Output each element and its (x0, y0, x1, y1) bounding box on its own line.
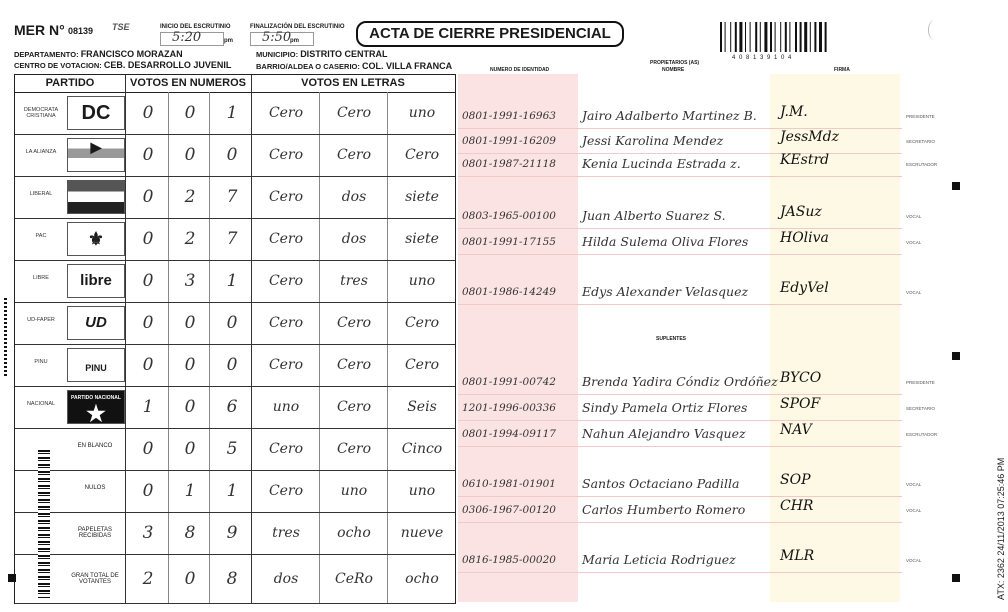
vote-word: Cero (404, 147, 440, 163)
shield-icon: ⚜ (87, 229, 105, 249)
start-time: 5:20 (172, 30, 202, 45)
vote-word: Cero (268, 273, 304, 289)
vote-word: Cero (268, 315, 304, 331)
party-name: LIBRE (33, 275, 49, 281)
barcode-bar (810, 22, 811, 52)
table-row (15, 554, 455, 604)
vote-word: Cinco (401, 441, 443, 457)
table-row (15, 134, 455, 177)
party-name: PAC (35, 233, 47, 239)
member-role: ESCRUTADOR (906, 162, 938, 167)
vote-word: tres (272, 525, 300, 541)
barcode-bar (819, 22, 822, 52)
member-id: 0801-1991-00742 (462, 376, 556, 388)
vote-digit: 9 (226, 523, 238, 543)
vote-digit: 7 (226, 187, 238, 207)
vote-digit: 0 (142, 313, 154, 333)
member-signature: NAV (780, 422, 812, 438)
vote-word: tres (340, 273, 368, 289)
barcode-bar (760, 22, 761, 52)
vote-digit: 1 (226, 481, 238, 501)
member-id: 0801-1994-09117 (462, 428, 556, 440)
vote-word: dos (341, 189, 367, 205)
party-name: UD-FAPER (27, 317, 55, 323)
vote-word: ocho (405, 570, 439, 587)
party-logo (67, 222, 125, 256)
party-name: NACIONAL (26, 401, 56, 407)
table-header (15, 75, 455, 93)
party-logo (67, 348, 125, 382)
party-logo-text: PINU (85, 363, 107, 373)
member-id: 0801-1987-21118 (462, 158, 556, 170)
member-signature: CHR (780, 498, 814, 514)
vote-digit: 0 (142, 103, 154, 123)
barcode-bar (800, 22, 802, 52)
barrio-row (256, 61, 452, 71)
vote-word: Cero (336, 105, 372, 121)
centro-row (14, 60, 231, 70)
mer-label: MER N° (14, 22, 65, 38)
member-name: Hilda Sulema Oliva Flores (582, 234, 749, 249)
vote-word: Cero (336, 315, 372, 331)
vote-word: nueve (400, 525, 444, 541)
registration-mark (952, 352, 960, 360)
table-row (15, 92, 455, 135)
member-role: VOCAL (906, 214, 922, 219)
party-logo (67, 96, 125, 130)
row-label: PAPELETAS RECIBIDAS (77, 527, 113, 539)
tse-logo: TSE (112, 22, 130, 32)
document-title: ACTA DE CIERRE PRESIDENCIAL (356, 21, 624, 47)
member-role: VOCAL (906, 558, 922, 563)
member-signature: MLR (780, 548, 815, 564)
vote-word: dos (273, 570, 299, 587)
vote-digit: 0 (142, 439, 154, 459)
member-id: 1201-1996-00336 (462, 402, 556, 414)
vote-digit: 3 (142, 523, 154, 543)
table-row (15, 428, 455, 471)
barcode-bar (750, 22, 751, 52)
member-id: 0306-1967-00120 (462, 504, 556, 516)
member-id: 0803-1965-00100 (462, 210, 556, 222)
member-signature: SPOF (780, 396, 821, 412)
id-header: NUMERO DE IDENTIDAD (490, 67, 550, 73)
party-logo-text: libre (80, 272, 112, 289)
member-id: 0801-1991-16963 (462, 110, 556, 122)
member-role: VOCAL (906, 290, 922, 295)
col-letras: VOTOS EN LETRAS (301, 77, 405, 89)
barcode-bar (780, 22, 781, 52)
member-role: PRESIDENTE (906, 114, 935, 119)
vote-digit: 0 (142, 229, 154, 249)
vote-word: uno (408, 273, 436, 289)
mer-number: 08139 (68, 26, 94, 36)
municipio-value: DISTRITO CENTRAL (300, 49, 388, 59)
municipio-label: MUNICIPIO: (256, 50, 299, 59)
start-ampm: pm (224, 38, 233, 44)
vote-digit: 0 (184, 103, 196, 123)
member-role: SECRETARIO (906, 139, 935, 144)
vote-word: Cero (268, 147, 304, 163)
table-row (15, 302, 455, 345)
vote-digit: 1 (184, 481, 196, 501)
party-name: LIBERAL (29, 191, 53, 197)
vote-digit: 1 (142, 397, 154, 417)
table-row (15, 344, 455, 387)
owners-header: PROPIETARIOS (AS) (650, 60, 700, 66)
timestamp-text: ATX: 2362 24/11/2013 07:25:46 PM (996, 457, 1006, 600)
vote-digit: 0 (226, 313, 238, 333)
table-row (15, 386, 455, 429)
vote-digit: 6 (226, 397, 238, 417)
member-row-line (458, 496, 902, 497)
vote-digit: 0 (184, 355, 196, 375)
vote-digit: 1 (226, 271, 238, 291)
vote-digit: 2 (184, 229, 196, 249)
member-row-line (458, 522, 902, 523)
member-signature: KEstrd (780, 152, 830, 168)
member-signature: BYCO (780, 370, 822, 386)
registration-mark (8, 574, 16, 582)
vote-word: Cero (336, 441, 372, 457)
party-logo-text: PARTIDO NACIONAL (71, 395, 121, 401)
member-id: 0610-1981-01901 (462, 478, 556, 490)
vote-digit: 0 (142, 481, 154, 501)
member-name: Sindy Pamela Ortiz Flores (582, 400, 748, 415)
barrio-label: BARRIO/ALDEA O CASERIO: (256, 62, 360, 71)
vote-digit: 8 (226, 568, 238, 589)
member-signature: J.M. (780, 104, 808, 120)
table-row (15, 218, 455, 261)
barcode-bar (739, 22, 742, 52)
row-label: GRAN TOTAL DE VOTANTES (71, 572, 119, 585)
barcode-bar (804, 22, 807, 52)
end-ampm: pm (290, 38, 299, 44)
party-logo (67, 180, 125, 214)
vote-table (14, 74, 456, 604)
member-role: ESCRUTADOR (906, 432, 938, 437)
table-row (15, 512, 455, 555)
barcode-number: 4 0 8 1 3 9 1 0 4 (732, 55, 793, 61)
member-signature: SOP (780, 472, 811, 488)
start-label: INICIO DEL ESCRUTINIO (160, 24, 231, 30)
end-label: FINALIZACIÓN DEL ESCRUTINIO (250, 24, 345, 30)
sign-header: FIRMA (834, 67, 850, 73)
member-id: 0801-1986-14249 (462, 286, 556, 298)
row-label: EN BLANCO (77, 443, 113, 449)
vote-word: uno (340, 483, 368, 499)
vote-word: siete (405, 189, 439, 205)
timestamp-stamp (996, 440, 1006, 600)
barcode-bar (789, 22, 790, 52)
vote-word: siete (405, 231, 439, 247)
vote-digit: 1 (226, 103, 238, 123)
end-time: 5:50 (262, 30, 292, 45)
vote-word: Cero (336, 357, 372, 373)
row-label: NULOS (84, 485, 106, 491)
barcode-bar (735, 22, 737, 52)
party-name: PINU (34, 359, 48, 365)
substitutes-header: SUPLENTES (656, 336, 687, 342)
barcode (718, 22, 854, 56)
barcode-bar (745, 22, 746, 52)
member-row-line (458, 153, 902, 154)
centro-label: CENTRO DE VOTACION: (14, 61, 102, 70)
member-name: Juan Alberto Suarez S. (582, 208, 726, 223)
vote-digit: 2 (184, 187, 196, 207)
member-name: Maria Leticia Rodriguez (582, 552, 736, 567)
member-id: 0816-1985-00020 (462, 554, 556, 566)
corner-mark (928, 20, 941, 40)
barcode-bar (775, 22, 776, 52)
member-role: VOCAL (906, 240, 922, 245)
member-id: 0801-1991-17155 (462, 236, 556, 248)
vote-word: Cero (268, 105, 304, 121)
vote-word: Cero (268, 483, 304, 499)
vote-digit: 0 (184, 145, 196, 165)
vote-word: uno (408, 483, 436, 499)
barcode-bar (814, 22, 816, 52)
vote-word: Cero (268, 189, 304, 205)
member-signature: JessMdz (780, 129, 839, 145)
party-logo (67, 138, 125, 172)
vote-word: Cero (268, 357, 304, 373)
member-role: VOCAL (906, 482, 922, 487)
member-name: Jairo Adalberto Martinez B. (582, 108, 757, 123)
vote-digit: 3 (184, 271, 196, 291)
vote-digit: 0 (184, 439, 196, 459)
party-logo (67, 390, 125, 424)
member-signature: HOliva (780, 230, 829, 246)
departamento-row (14, 49, 183, 59)
member-role: PRESIDENTE (906, 380, 935, 385)
member-row-line (458, 420, 902, 421)
party-logo (67, 264, 125, 298)
member-signature: EdyVel (780, 280, 829, 296)
member-row-line (458, 254, 902, 255)
table-row (15, 176, 455, 219)
star-icon: ★ (86, 401, 106, 426)
member-name: Kenia Lucinda Estrada z. (582, 156, 741, 171)
member-name: Nahun Alejandro Vasquez (582, 426, 746, 441)
party-name: LA ALIANZA (25, 149, 57, 155)
vote-digit: 0 (142, 355, 154, 375)
vote-digit: 0 (142, 145, 154, 165)
centro-value: CEB. DESARROLLO JUVENIL (103, 60, 232, 70)
vote-digit: 0 (226, 145, 238, 165)
registration-mark (952, 182, 960, 190)
col-numeros: VOTOS EN NUMEROS (130, 77, 246, 89)
member-row-line (458, 446, 902, 447)
side-barcode (4, 298, 7, 378)
member-name: Jessi Karolina Mendez (582, 133, 724, 148)
col-partido: PARTIDO (45, 77, 95, 89)
vote-word: CeRo (335, 570, 373, 587)
party-logo-text: DC (81, 102, 111, 124)
member-id: 0801-1991-16209 (462, 135, 556, 147)
vote-word: uno (408, 105, 436, 121)
vote-digit: 5 (226, 439, 238, 459)
table-row (15, 470, 455, 513)
member-name: Carlos Humberto Romero (582, 502, 746, 517)
vote-digit: 0 (142, 271, 154, 291)
vote-word: Cero (336, 399, 372, 415)
municipio-row (256, 49, 388, 59)
vote-word: Cero (404, 357, 440, 373)
barcode-bar (720, 22, 722, 52)
barcode-bar (764, 22, 767, 52)
vote-digit: 0 (184, 397, 196, 417)
party-name: DEMOCRATA CRISTIANA (23, 107, 59, 119)
vote-word: Cero (336, 147, 372, 163)
member-row-line (458, 228, 902, 229)
vote-digit: 8 (184, 523, 196, 543)
vote-word: dos (341, 231, 367, 247)
flag-icon: ▶ (90, 139, 102, 155)
barcode-bar (730, 22, 731, 52)
vote-digit: 2 (142, 568, 154, 589)
registration-mark (952, 574, 960, 582)
vertical-barcode (38, 450, 50, 598)
member-signature: JASuz (780, 204, 822, 220)
barrio-value: COL. VILLA FRANCA (361, 61, 453, 71)
member-role: SECRETARIO (906, 406, 935, 411)
vote-digit: 7 (226, 229, 238, 249)
member-name: Edys Alexander Velasquez (582, 284, 749, 299)
barcode-bar (785, 22, 787, 52)
member-name: Brenda Yadira Cóndiz Ordóñez (582, 374, 778, 389)
barcode-bar (795, 22, 797, 52)
vote-word: ocho (337, 525, 371, 541)
vote-digit: 0 (184, 568, 196, 589)
vote-digit: 0 (184, 313, 196, 333)
member-row-line (458, 394, 902, 395)
barcode-bar (725, 22, 726, 52)
vote-digit: 0 (226, 355, 238, 375)
vote-word: Cero (268, 441, 304, 457)
member-name: Santos Octaciano Padilla (582, 476, 740, 491)
party-logo (67, 306, 125, 340)
barcode-bar (825, 22, 827, 52)
vote-word: Cero (404, 315, 440, 331)
member-row-line (458, 572, 902, 573)
vote-word: Cero (268, 231, 304, 247)
vote-word: uno (272, 399, 300, 415)
departamento-label: DEPARTAMENTO: (14, 50, 79, 59)
member-row-line (458, 176, 902, 177)
vote-digit: 0 (142, 187, 154, 207)
name-header: NOMBRE (662, 67, 685, 73)
barcode-bar (770, 22, 772, 52)
departamento-value: FRANCISCO MORAZAN (80, 49, 183, 59)
vote-word: Seis (407, 399, 437, 415)
barcode-bar (755, 22, 757, 52)
member-row-line (458, 304, 902, 305)
member-role: VOCAL (906, 508, 922, 513)
party-logo-text: UD (85, 314, 107, 331)
table-row (15, 260, 455, 303)
